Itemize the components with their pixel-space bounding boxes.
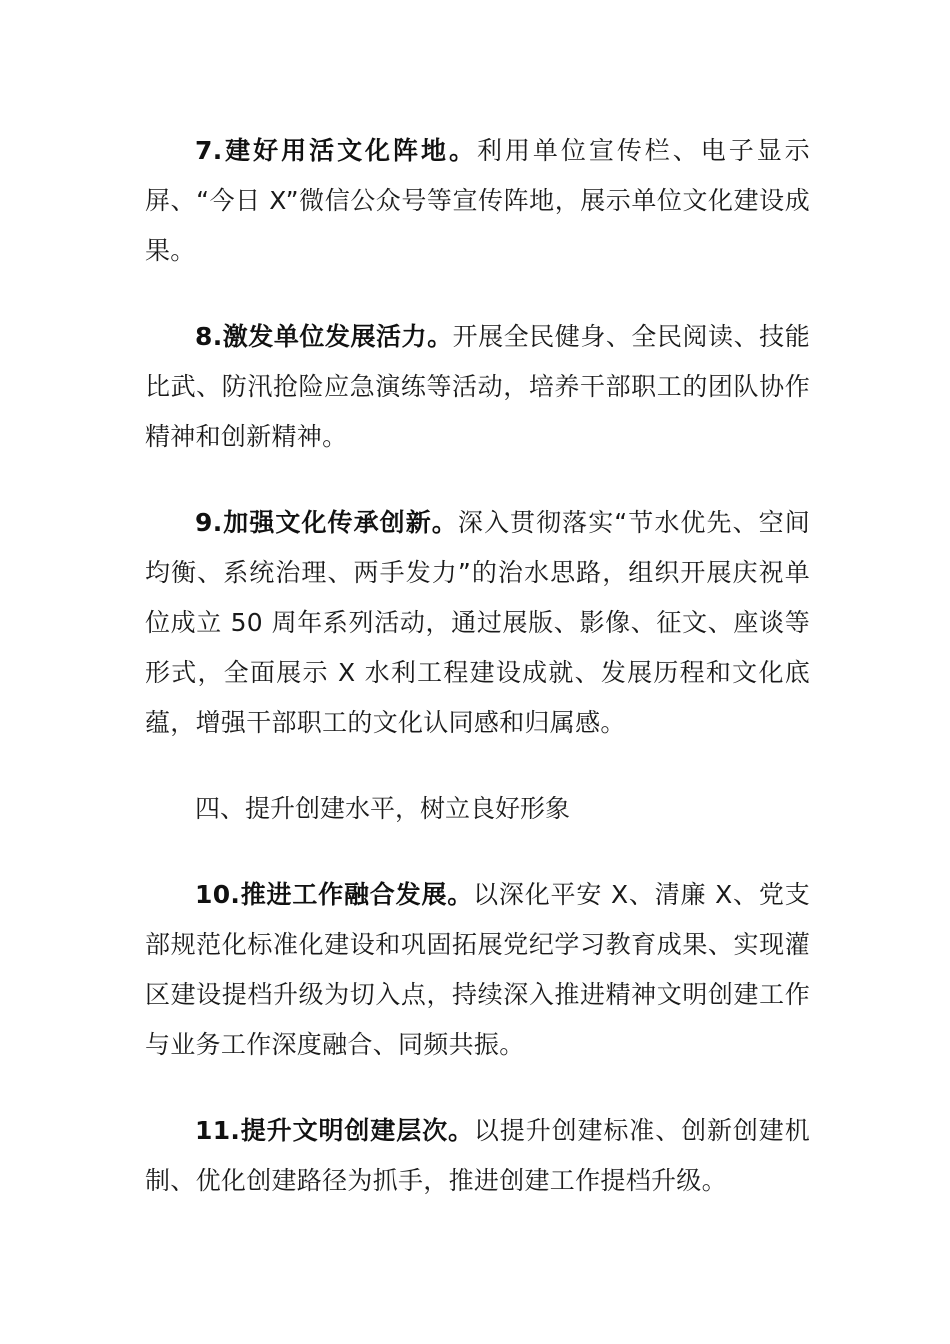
paragraph-body: 以提升创建标准、创新创建机制、优化创建路径为抓手，推进创建工作提档升级。: [145, 1116, 810, 1195]
paragraph-body: 开展全民健身、全民阅读、技能比武、防汛抢险应急演练等活动，培养干部职工的团队协作精神和创新精神。: [145, 322, 810, 451]
paragraph-11: [145, 1106, 810, 1206]
section-heading: 四、提升创建水平，树立良好形象: [195, 794, 571, 823]
paragraph-lead: 8.激发单位发展活力。: [195, 322, 453, 351]
paragraph-lead: 10.推进工作融合发展。: [195, 880, 474, 909]
paragraph-lead: 11.提升文明创建层次。: [195, 1116, 474, 1145]
paragraph-body: 深入贯彻落实“节水优先、空间均衡、系统治理、两手发力”的治水思路，组织开展庆祝单位成立 50 周年系列活动，通过展版、影像、征文、座谈等形式，全面展示 X 水利工程建设成就、发展历程和文化底蕴，增强干部职工的文化认同感和归属感。: [145, 508, 810, 737]
paragraph-7: [145, 126, 810, 276]
paragraph-10: [145, 870, 810, 1070]
paragraph-body: 利用单位宣传栏、电子显示屏、“今日 X”微信公众号等宣传阵地，展示单位文化建设成果。: [145, 136, 810, 265]
paragraph-9: [145, 498, 810, 748]
paragraph-8: [145, 312, 810, 462]
paragraph-lead: 9.加强文化传承创新。: [195, 508, 458, 537]
paragraph-lead: 7.建好用活文化阵地。: [195, 136, 477, 165]
document-page: [145, 126, 810, 1242]
paragraph-body: 以深化平安 X、清廉 X、党支部规范化标准化建设和巩固拓展党纪学习教育成果、实现灌区建设提档升级为切入点，持续深入推进精神文明创建工作与业务工作深度融合、同频共振。: [145, 880, 810, 1059]
